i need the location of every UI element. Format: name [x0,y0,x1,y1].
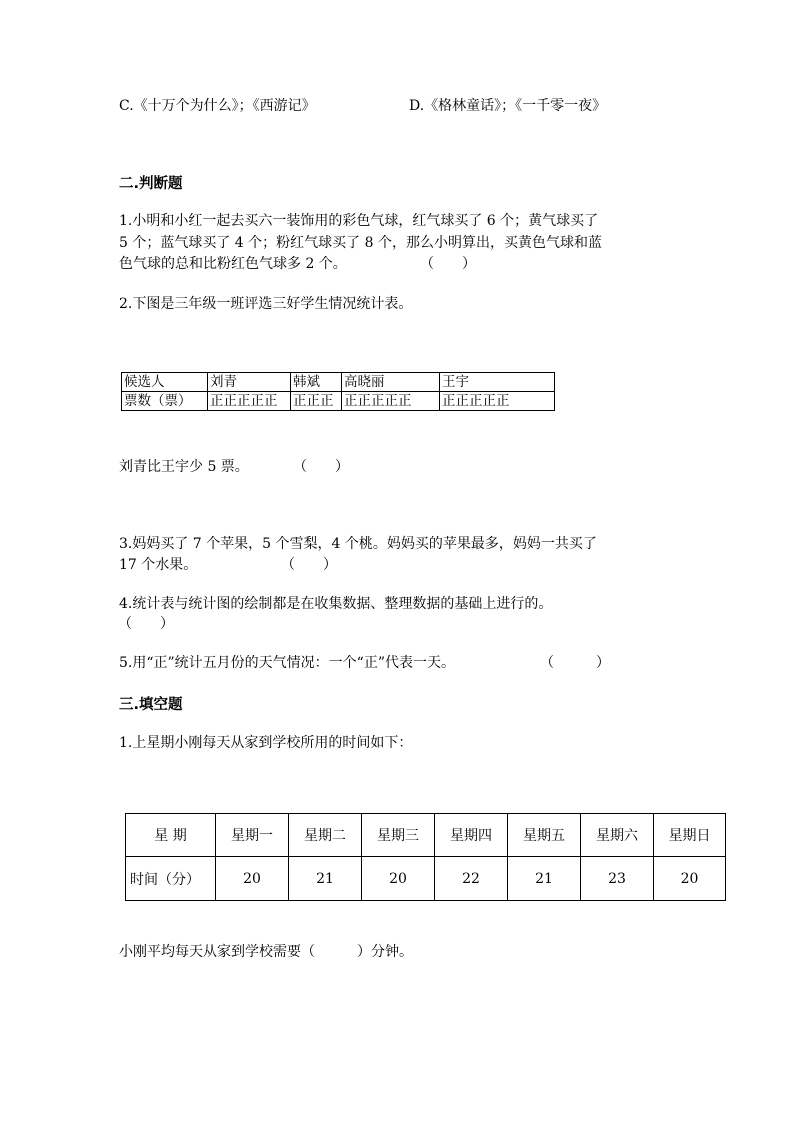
table-cell: 20 [216,857,289,901]
table-cell: 时间（分） [126,857,216,901]
section-title-judgement: 二.判断题 [119,176,183,192]
table-cell: 韩斌 [291,373,342,392]
table-cell: 23 [581,857,654,901]
commute-time-table [125,813,726,901]
table-cell: 21 [289,857,362,901]
table-cell: 王宇 [440,373,555,392]
option-c: C.《十万个为什么》；《西游记》 [119,98,316,114]
q5-answer-paren: （ ） [540,655,610,671]
table-cell: 星期一 [216,814,289,857]
section-title-fill-in: 三.填空题 [119,697,183,713]
table-cell: 星期四 [435,814,508,857]
table-cell: 星期六 [581,814,654,857]
table-cell: 星期五 [508,814,581,857]
q2-answer-paren: （ ） [293,459,349,475]
table-cell: 候选人 [122,373,208,392]
table-cell: 20 [654,857,726,901]
table-cell: 星 期 [126,814,216,857]
s3-q1-statement: 小刚平均每天从家到学校需要（ ）分钟。 [119,944,413,960]
table-row [122,373,555,392]
table-cell: 正正正正正 [440,392,555,411]
table-cell: 正正正正正 [208,392,291,411]
table-cell: 星期日 [654,814,726,857]
candidate-vote-table [121,372,555,411]
table-cell: 星期三 [362,814,435,857]
table-row [122,392,555,411]
q2-statement: 刘青比王宇少 5 票。 [119,459,249,475]
table-cell: 正正正 [291,392,342,411]
q1-answer-paren: （ ） [420,256,476,272]
table-cell: 20 [362,857,435,901]
option-d: D.《格林童话》；《一千零一夜》 [409,98,607,114]
table-cell: 高晓丽 [342,373,440,392]
table-cell: 正正正正正 [342,392,440,411]
q2-text: 2.下图是三年级一班评选三好学生情况统计表。 [119,296,413,312]
table-cell: 22 [435,857,508,901]
q3-line1: 3.妈妈买了 7 个苹果，5 个雪梨，4 个桃。妈妈买的苹果最多，妈妈一共买了 [119,536,597,552]
q1-line3: 色气球的总和比粉红色气球多 2 个。 [119,256,347,272]
table-row [126,857,726,901]
table-cell: 刘青 [208,373,291,392]
q4-answer-paren: （ ） [118,616,174,632]
q5-text: 5.用“正”统计五月份的天气情况：一个“正”代表一天。 [119,655,455,671]
q1-line2: 5 个；蓝气球买了 4 个；粉红气球买了 8 个，那么小明算出，买黄色气球和蓝 [119,235,602,251]
q4-text: 4.统计表与统计图的绘制都是在收集数据、整理数据的基础上进行的。 [119,596,553,612]
q3-answer-paren: （ ） [281,557,337,573]
table-cell: 星期二 [289,814,362,857]
table-cell: 票数（票） [122,392,208,411]
table-cell: 21 [508,857,581,901]
table-row [126,814,726,857]
q1-line1: 1.小明和小红一起去买六一装饰用的彩色气球，红气球买了 6 个；黄气球买了 [119,213,599,229]
q3-line2: 17 个水果。 [119,557,198,573]
s3-q1-text: 1.上星期小刚每天从家到学校所用的时间如下： [119,735,413,751]
